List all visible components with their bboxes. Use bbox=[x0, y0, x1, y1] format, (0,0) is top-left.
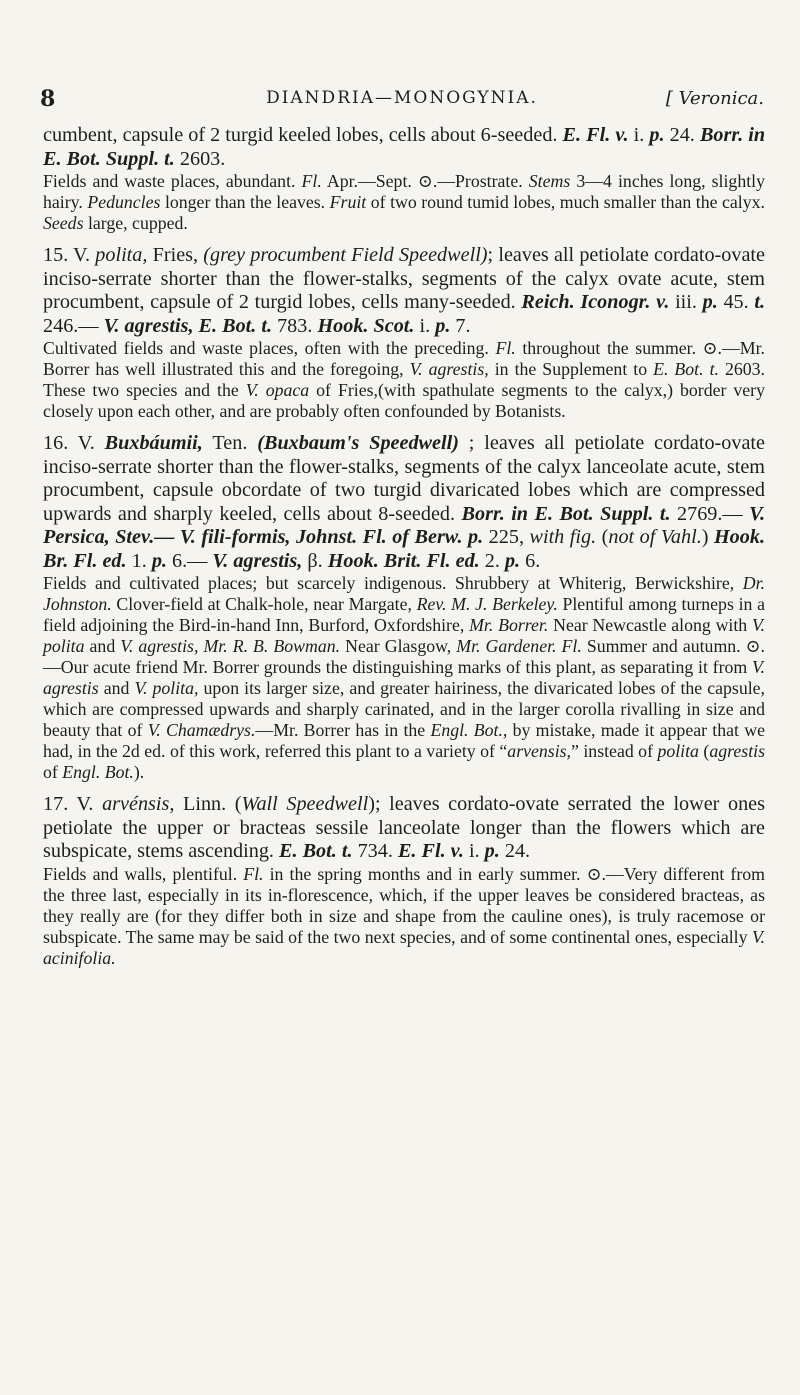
text-run: Fields and waste places, abundant. bbox=[43, 171, 302, 191]
italic-text: V. polita bbox=[43, 615, 765, 656]
page-number: 8 bbox=[40, 86, 56, 112]
text-run: of bbox=[43, 762, 63, 782]
italic-text: not of Vahl. bbox=[608, 526, 702, 548]
text-run: Ten. bbox=[202, 432, 258, 454]
text-run: —Mr. Borrer has in the bbox=[255, 720, 431, 740]
text-run: 15. V. bbox=[43, 244, 96, 266]
text-run: 3—4 inches long, slightly hairy. bbox=[43, 171, 765, 212]
reference-text: V. Persica, Stev.— V. fili-formis, Johnst. Fl. of Berw. p. bbox=[43, 502, 765, 548]
reference-text: (Buxbaum's Speedwell) bbox=[257, 432, 459, 454]
text-run: Summer and autumn. ⊙. —Our acute friend Mr. Borrer grounds the distinguishing marks of this plant, as separating it from bbox=[43, 636, 766, 677]
reference-text: p. bbox=[702, 291, 718, 313]
text-run: 6.— bbox=[166, 549, 213, 572]
text-run: ( bbox=[698, 741, 710, 761]
text-run: ). bbox=[133, 762, 145, 782]
italic-text: Fruit bbox=[329, 192, 367, 212]
reference-text: Reich. Iconogr. v. bbox=[521, 291, 670, 313]
italic-text: (grey procumbent Field Speedwell) bbox=[203, 244, 488, 266]
reference-text: E. Fl. v. bbox=[397, 840, 464, 862]
italic-text: Fl. bbox=[243, 863, 264, 884]
italic-text: V. agrestis bbox=[43, 657, 765, 698]
italic-text: polita, bbox=[95, 244, 148, 266]
reference-text: Hook. Scot. bbox=[317, 314, 415, 337]
text-run: 24. bbox=[664, 124, 700, 146]
italic-text: Peduncles bbox=[87, 192, 161, 212]
italic-text: agrestis bbox=[709, 741, 765, 761]
reference-text: p. bbox=[435, 314, 451, 337]
species-description bbox=[43, 793, 765, 864]
text-run: 2. bbox=[479, 549, 505, 572]
page-body bbox=[43, 124, 765, 979]
italic-text: V. polita, bbox=[134, 678, 199, 698]
italic-text: E. Bot. t. bbox=[653, 359, 719, 379]
text-run: ); leaves cordato-ovate serrated the lower ones petiolate the upper or bracteas sessile lanceolate longer than the flowers which are subspicate, stems ascending. bbox=[43, 793, 765, 862]
italic-text: arvensis, bbox=[507, 741, 572, 761]
text-run: ” instead of bbox=[571, 741, 658, 761]
reference-text: Hook. Br. Fl. ed. bbox=[43, 526, 766, 572]
text-run: 6. bbox=[520, 549, 541, 572]
text-run: ; leaves all petiolate cordato-ovate inciso-serrate shorter than the flower-stalks, segments of the calyx ovate acute, stem procumbent, capsule of 2 turgid lobes, cells many-seeded. bbox=[43, 244, 765, 313]
italic-text: V. agrestis, bbox=[409, 359, 489, 379]
italic-text: Engl. Bot., bbox=[430, 720, 508, 740]
text-run: 1. bbox=[126, 549, 152, 572]
text-run: of Fries,(with spathulate segments to the calyx,) border very closely upon each other, and are probably often confounded by Botanists. bbox=[43, 380, 765, 421]
genus-bracket: [ Veronica. bbox=[665, 88, 764, 109]
italic-text: V. opaca bbox=[245, 380, 310, 400]
text-run: 225, bbox=[483, 526, 530, 548]
text-run: 783. bbox=[272, 314, 318, 337]
text-run: 2603. bbox=[174, 147, 226, 170]
page-header bbox=[40, 86, 764, 112]
text-run: i. bbox=[463, 840, 485, 862]
text-run: ( bbox=[596, 526, 609, 548]
species-observations bbox=[43, 864, 765, 969]
species-description bbox=[43, 432, 765, 573]
text-run: in the spring months and in early summer. ⊙.—Very different from the three last, especially in its in-florescence, which, if the upper leaves be considered bracteas, as they really are (for they differ both in size and shape from the cauline ones), is truly racemose or subspicate. The same may be said of the two next species, and of some continental ones, especially bbox=[43, 863, 765, 947]
text-run: 17. V. bbox=[43, 793, 103, 815]
text-run: Clover-field at Chalk-hole, near Margate, bbox=[111, 594, 417, 614]
text-run: iii. bbox=[669, 291, 703, 313]
text-run: Fields and cultivated places; but scarcely indigenous. Shrubbery at Whiterig, Berwickshire, bbox=[43, 573, 743, 593]
text-run: ; leaves all petiolate cordato-ovate inciso-serrate shorter than the flower-stalks, segments of the calyx lanceolate acute, stem procumbent, capsule obcordate of two turgid divaricated lobes which are compressed upwards and sharply keeled, cells about 8-seeded. bbox=[43, 432, 765, 525]
text-run: longer than the leaves. bbox=[160, 192, 330, 212]
text-run: Near Glasgow, bbox=[340, 636, 457, 656]
running-title: DIANDRIA—MONOGYNIA. bbox=[266, 88, 538, 108]
reference-text: V. agrestis, bbox=[212, 549, 303, 572]
text-run: cumbent, capsule of 2 turgid keeled lobes, cells about 6-seeded. bbox=[43, 124, 563, 146]
italic-text: V. Chamædrys. bbox=[147, 720, 256, 740]
species-entry bbox=[43, 244, 765, 422]
text-run: Plentiful among turneps in a field adjoining the Bird-in-hand Inn, Burford, Oxfordshire, bbox=[43, 594, 765, 635]
reference-text: E. Fl. v. bbox=[562, 124, 629, 146]
reference-text: t. bbox=[754, 291, 766, 313]
text-run: Cultivated fields and waste places, often with the preceding. bbox=[43, 338, 496, 358]
text-run: large, cupped. bbox=[83, 213, 188, 233]
text-run: Near Newcastle along with bbox=[548, 615, 752, 635]
text-run: throughout the summer. ⊙.—Mr. Borrer has well illustrated this and the foregoing, bbox=[43, 338, 765, 379]
italic-text: Mr. Borrer. bbox=[469, 615, 549, 635]
reference-text: p. bbox=[649, 124, 665, 146]
italic-text: Engl. Bot. bbox=[62, 762, 134, 782]
italic-text: Fl. bbox=[495, 338, 516, 358]
species-observations bbox=[43, 338, 765, 422]
italic-text: Stems bbox=[528, 171, 571, 191]
italic-text: V. acinifolia. bbox=[43, 926, 765, 968]
species-observations bbox=[43, 573, 765, 783]
italic-text: Wall Speedwell bbox=[241, 793, 369, 815]
reference-text: Buxbáumii, bbox=[104, 432, 203, 454]
italic-text: Seeds bbox=[43, 213, 84, 233]
text-run: β. bbox=[302, 549, 328, 572]
reference-text: Hook. Brit. Fl. ed. bbox=[327, 549, 480, 572]
reference-text: Borr. in E. Bot. Suppl. t. bbox=[461, 502, 671, 525]
text-run: 2769.— bbox=[670, 502, 750, 525]
text-run: Fields and walls, plentiful. bbox=[43, 863, 244, 884]
text-run: ) bbox=[701, 526, 714, 548]
reference-text: E. Bot. t. bbox=[279, 840, 353, 862]
italic-text: Rev. M. J. Berkeley. bbox=[416, 594, 558, 614]
reference-text: V. agrestis, E. Bot. t. bbox=[103, 314, 273, 337]
species-description bbox=[43, 244, 765, 338]
text-run: Apr.—Sept. ⊙.—Prostrate. bbox=[321, 171, 529, 191]
text-run: i. bbox=[628, 124, 650, 146]
text-run: 24. bbox=[499, 840, 531, 862]
text-run: in the Supplement to bbox=[488, 359, 654, 379]
species-entry bbox=[43, 432, 765, 783]
text-run: 7. bbox=[450, 314, 471, 337]
italic-text: V. agrestis, Mr. R. B. Bowman. bbox=[120, 636, 341, 656]
text-run: Linn. ( bbox=[174, 793, 242, 815]
text-run: and bbox=[84, 636, 121, 656]
italic-text: arvénsis, bbox=[102, 793, 175, 815]
reference-text: p. bbox=[484, 840, 500, 862]
text-run: 16. V. bbox=[43, 432, 105, 454]
italic-text: Mr. Gardener. Fl. bbox=[456, 636, 582, 656]
text-run: by mistake, made it appear that we had, in the 2d ed. of this work, referred this plant to a variety of “ bbox=[43, 720, 765, 761]
text-run: 246.— bbox=[43, 314, 104, 337]
text-run: Fries, bbox=[147, 244, 204, 266]
reference-text: p. bbox=[151, 549, 167, 572]
italic-text: polita bbox=[657, 741, 699, 761]
species-entry bbox=[43, 124, 765, 234]
text-run: 2603. These two species and the bbox=[43, 359, 765, 400]
reference-text: p. bbox=[504, 549, 521, 572]
species-entry bbox=[43, 793, 765, 969]
text-run: i. bbox=[414, 314, 436, 337]
text-run: 734. bbox=[352, 840, 398, 862]
italic-text: Fl. bbox=[301, 171, 322, 191]
text-run: and bbox=[98, 678, 135, 698]
text-run: 45. bbox=[717, 291, 755, 313]
text-run: upon its larger size, and greater hairiness, the divaricated lobes of the capsule, which are compressed upwards and sharply carinated, and in the larger corolla rivalling in size and beauty that of bbox=[43, 678, 765, 740]
text-run: of two round tumid lobes, much smaller than the calyx. bbox=[366, 192, 765, 212]
italic-text: Dr. Johnston. bbox=[43, 573, 765, 614]
reference-text: Borr. in E. Bot. Suppl. t. bbox=[43, 124, 766, 170]
italic-text: with fig. bbox=[529, 526, 597, 548]
species-observations bbox=[43, 171, 765, 234]
species-description bbox=[43, 124, 765, 171]
